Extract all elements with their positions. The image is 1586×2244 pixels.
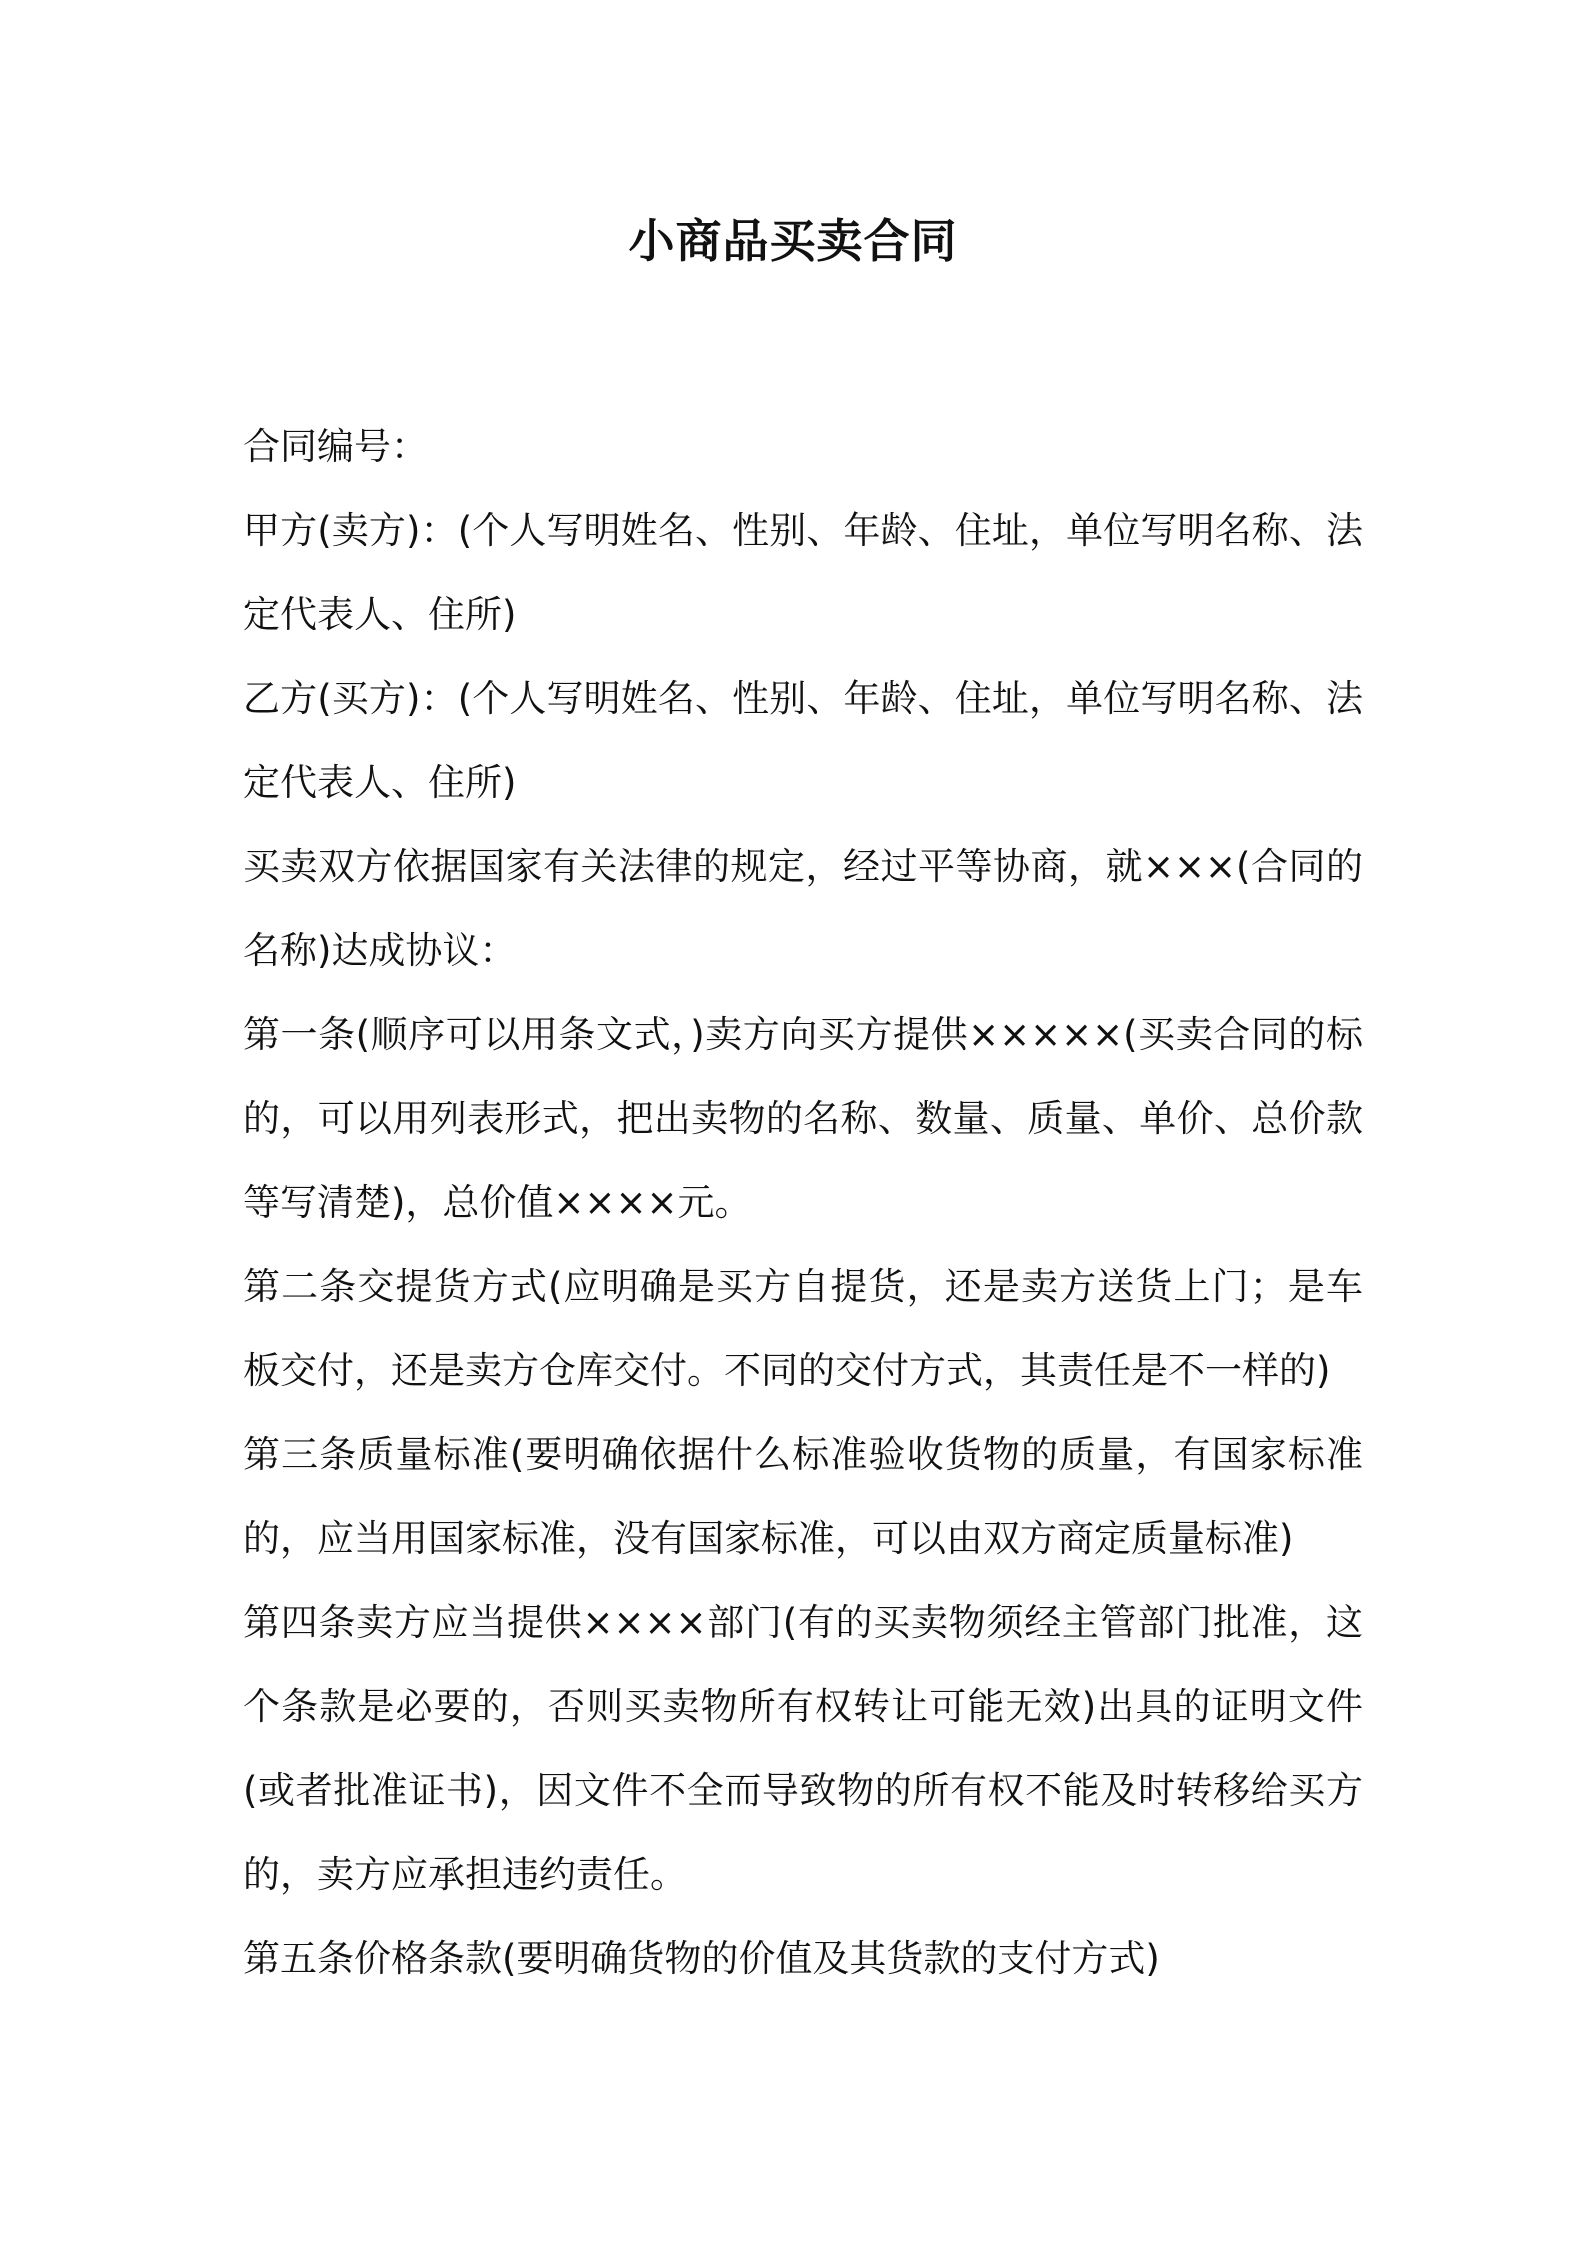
party-b-line: 乙方(买方)：(个人写明姓名、性别、年龄、住址，单位写明名称、法定代表人、住所) (243, 677, 1363, 804)
article-3: 第三条质量标准(要明确依据什么标准验收货物的质量，有国家标准的，应当用国家标准，没有国家标准，可以由双方商定质量标准) (243, 1433, 1363, 1560)
contract-number-line: 合同编号： (243, 425, 428, 468)
document-body (243, 405, 1363, 2001)
article-4: 第四条卖方应当提供××××部门(有的买卖物须经主管部门批准，这个条款是必要的，否则买卖物所有权转让可能无效)出具的证明文件(或者批准证书)，因文件不全而导致物的所有权不能及时转移给买方的，卖方应承担违约责任。 (243, 1601, 1363, 1896)
document-title: 小商品买卖合同 (628, 214, 958, 268)
article-1: 第一条(顺序可以用条文式，)卖方向买方提供×××××(买卖合同的标的，可以用列表形式，把出卖物的名称、数量、质量、单价、总价款等写清楚)，总价值××××元。 (243, 1013, 1363, 1224)
party-a-line: 甲方(卖方)：(个人写明姓名、性别、年龄、住址，单位写明名称、法定代表人、住所) (243, 509, 1363, 636)
article-2: 第二条交提货方式(应明确是买方自提货，还是卖方送货上门；是车板交付，还是卖方仓库交付。不同的交付方式，其责任是不一样的) (243, 1265, 1363, 1392)
preamble-paragraph: 买卖双方依据国家有关法律的规定，经过平等协商，就×××(合同的名称)达成协议： (243, 845, 1363, 972)
article-5: 第五条价格条款(要明确货物的价值及其货款的支付方式) (243, 1937, 1160, 1980)
